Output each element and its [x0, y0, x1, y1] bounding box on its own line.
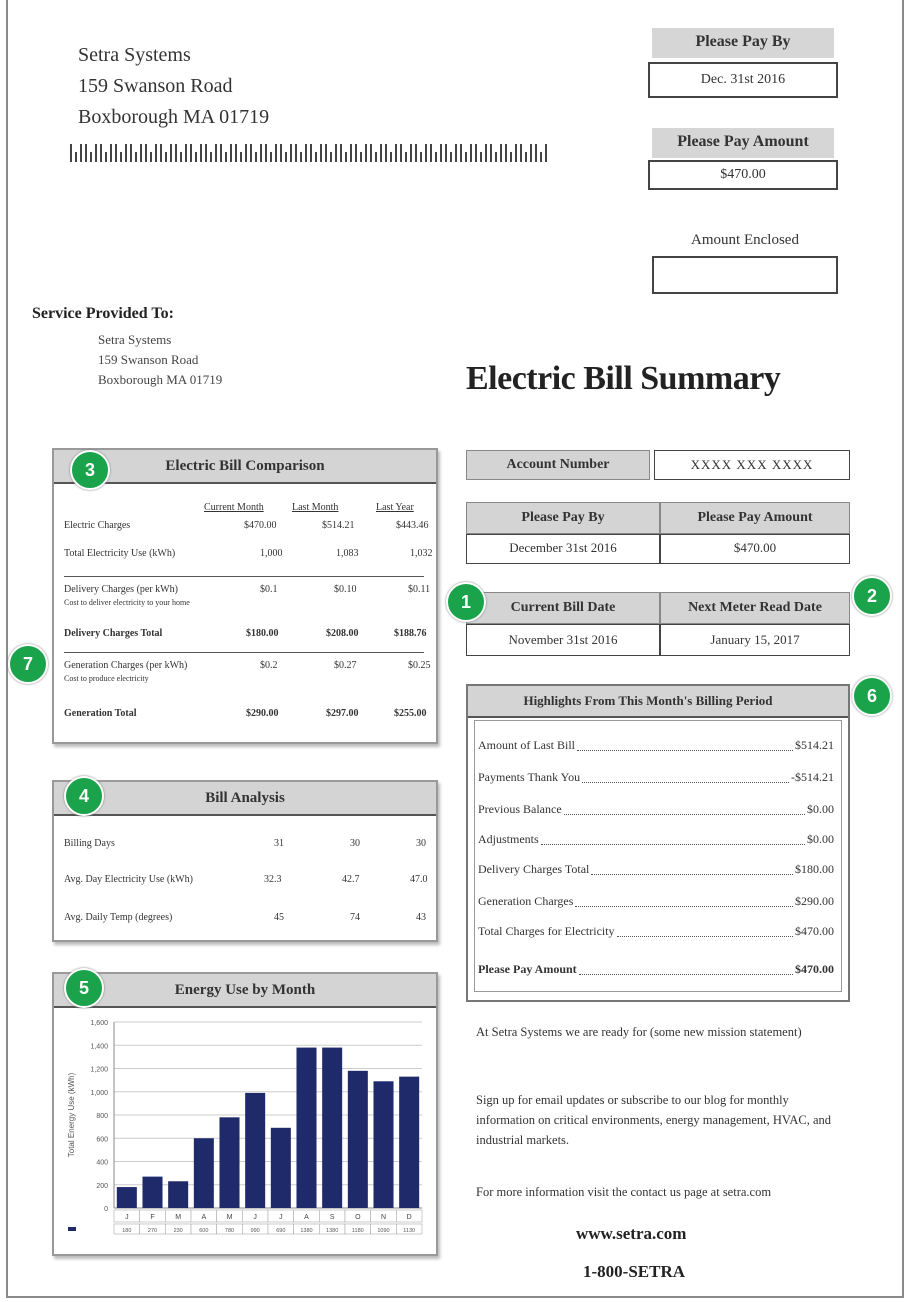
row-value: 32.3 [264, 874, 282, 885]
row-label: Generation Charges (per kWh) [64, 660, 188, 671]
barcode-bar [280, 144, 282, 162]
barcode-bar [430, 144, 432, 162]
highlight-row [478, 738, 834, 756]
pay-by-label: Please Pay By [652, 28, 834, 58]
bar [142, 1177, 162, 1208]
highlight-label: Payments Thank You [478, 770, 581, 784]
barcode-bar [95, 144, 97, 162]
pay-amount-label: Please Pay Amount [652, 128, 834, 158]
barcode-bar [275, 144, 277, 162]
bar [245, 1093, 265, 1208]
x-tick-label: D [406, 1214, 412, 1221]
barcode-bar [390, 152, 392, 162]
y-tick-label: 1,000 [90, 1089, 108, 1097]
column-header: Last Year [376, 502, 414, 513]
barcode-bar [320, 144, 322, 162]
row-value: 31 [274, 838, 284, 849]
row-value: $255.00 [394, 708, 427, 719]
row-value: $470.00 [244, 520, 277, 531]
barcode-bar [360, 152, 362, 162]
data-label: 180 [122, 1228, 132, 1234]
message-contact: For more information visit the contact us page at setra.com [476, 1185, 772, 1199]
barcode-bar [215, 144, 217, 162]
sender-street: 159 Swanson Road [78, 75, 233, 97]
barcode-bar [375, 152, 377, 162]
divider [64, 652, 424, 653]
callout-badge-3: 3 [70, 450, 110, 490]
row-value: 45 [274, 912, 284, 923]
bar [219, 1117, 239, 1208]
barcode-bar [205, 144, 207, 162]
highlight-label: Previous Balance [478, 802, 562, 816]
data-label: 690 [276, 1228, 286, 1234]
barcode-bar [545, 144, 547, 162]
barcode-bar [195, 152, 197, 162]
highlight-row [478, 832, 834, 850]
row-value: $514.21 [322, 520, 355, 531]
highlights-inner [474, 720, 842, 992]
website-link[interactable]: www.setra.com [576, 1224, 687, 1243]
x-tick-label: M [226, 1214, 233, 1221]
y-tick-label: 0 [104, 1206, 108, 1213]
barcode-bar [500, 144, 502, 162]
x-tick-label: F [150, 1214, 155, 1221]
row-label: Delivery Charges Total [64, 628, 163, 639]
highlight-label: Total Charges for Electricity [478, 924, 615, 938]
highlight-label: Please Pay Amount [478, 962, 577, 976]
barcode-bar [160, 144, 162, 162]
row-label: Generation Total [64, 708, 137, 719]
sender-address [78, 40, 269, 133]
callout-badge-1: 1 [446, 582, 486, 622]
barcode-bar [370, 144, 372, 162]
current-bill-date-value: November 31st 2016 [466, 624, 660, 656]
x-tick-label: S [329, 1214, 335, 1221]
message-mission: At Setra Systems we are ready for (some new mission statement) [476, 1025, 802, 1039]
x-tick-label: A [201, 1214, 207, 1221]
pay-table-amount: $470.00 [660, 534, 850, 564]
row-value: $297.00 [326, 708, 359, 719]
barcode-bar [490, 144, 492, 162]
barcode-bar [410, 144, 412, 162]
pay-table-header-date: Please Pay By [466, 502, 660, 534]
amount-enclosed-field[interactable] [652, 256, 838, 294]
service-line: Boxborough MA 01719 [98, 372, 223, 387]
data-label: 270 [147, 1228, 158, 1234]
barcode-bar [100, 144, 102, 162]
barcode-bar [470, 144, 472, 162]
barcode-bar [290, 144, 292, 162]
bar [322, 1048, 342, 1208]
callout-badge-4: 4 [64, 776, 104, 816]
energy-panel [52, 972, 438, 1256]
highlight-label: Generation Charges [478, 894, 574, 908]
highlight-row [478, 894, 834, 912]
barcode-bar [325, 144, 327, 162]
barcode-bar [520, 144, 522, 162]
sender-city: Boxborough MA 01719 [78, 106, 270, 128]
service-line: 159 Swanson Road [98, 352, 199, 367]
legend-swatch [68, 1227, 76, 1231]
row-value: $208.00 [326, 628, 359, 639]
summary-title: Electric Bill Summary [466, 360, 781, 397]
x-tick-label: J [125, 1214, 129, 1221]
row-value: 1,032 [410, 548, 433, 559]
barcode-bar [270, 152, 272, 162]
barcode-bar [515, 144, 517, 162]
energy-chart [54, 1008, 432, 1252]
row-value: 1,000 [260, 548, 283, 559]
barcode-bar [85, 144, 87, 162]
analysis-panel [52, 780, 438, 942]
barcode-bar [395, 144, 397, 162]
barcode-bar [350, 144, 352, 162]
highlight-value: $180.00 [795, 862, 834, 876]
barcode-bar [70, 144, 72, 162]
y-tick-label: 800 [96, 1113, 108, 1120]
row-value: 1,083 [336, 548, 359, 559]
row-value: $188.76 [394, 628, 427, 639]
highlight-row [478, 924, 834, 942]
postal-barcode [70, 142, 550, 164]
barcode-bar [210, 152, 212, 162]
sender-name: Setra Systems [78, 44, 191, 66]
barcode-bar [345, 152, 347, 162]
callout-badge-2: 2 [852, 576, 892, 616]
barcode-bar [230, 144, 232, 162]
highlight-label: Amount of Last Bill [478, 738, 575, 752]
pay-table-header-amount: Please Pay Amount [660, 502, 850, 534]
barcode-bar [380, 144, 382, 162]
barcode-bar [455, 144, 457, 162]
y-tick-label: 200 [96, 1182, 108, 1190]
barcode-bar [335, 144, 337, 162]
barcode-bar [400, 144, 402, 162]
x-tick-label: M [175, 1214, 182, 1221]
x-tick-label: O [355, 1214, 361, 1221]
barcode-bar [200, 144, 202, 162]
barcode-bar [155, 144, 157, 162]
barcode-bar [365, 144, 367, 162]
barcode-bar [300, 152, 302, 162]
data-label: 1380 [300, 1228, 313, 1234]
current-bill-date-label: Current Bill Date [466, 592, 660, 624]
bar [117, 1187, 137, 1208]
row-value: $0.2 [260, 660, 278, 671]
barcode-bar [530, 144, 532, 162]
amount-enclosed-label: Amount Enclosed [691, 232, 799, 248]
highlights-panel [466, 684, 850, 1002]
data-label: 1130 [403, 1228, 416, 1234]
highlight-row [478, 862, 834, 880]
x-tick-label: J [253, 1214, 257, 1221]
highlight-value: $0.00 [807, 802, 834, 816]
barcode-bar [240, 152, 242, 162]
row-value: $0.11 [408, 584, 431, 595]
row-value: $180.00 [246, 628, 279, 639]
row-value: $443.46 [396, 520, 429, 531]
barcode-bar [185, 144, 187, 162]
row-sublabel: Cost to deliver electricity to your home [64, 598, 190, 607]
barcode-bar [250, 144, 252, 162]
barcode-bar [140, 144, 142, 162]
row-label: Delivery Charges (per kWh) [64, 584, 178, 595]
y-axis-label: Total Energy Use (kWh) [67, 1072, 76, 1158]
divider [64, 576, 424, 577]
analysis-title: Bill Analysis [54, 782, 436, 816]
row-value: $0.1 [260, 584, 278, 595]
barcode-bar [415, 144, 417, 162]
highlight-value: $470.00 [795, 962, 834, 976]
barcode-bar [295, 144, 297, 162]
barcode-bar [310, 144, 312, 162]
account-number-value: XXXX XXX XXXX [654, 450, 850, 480]
pay-table-date: December 31st 2016 [466, 534, 660, 564]
barcode-bar [385, 144, 387, 162]
barcode-bar [340, 144, 342, 162]
y-tick-label: 1,200 [90, 1066, 108, 1074]
barcode-bar [495, 152, 497, 162]
barcode-bar [480, 152, 482, 162]
barcode-bar [90, 152, 92, 162]
highlight-row [478, 770, 834, 788]
barcode-bar [260, 144, 262, 162]
row-value: 74 [350, 912, 360, 923]
data-label: 1380 [326, 1228, 339, 1234]
barcode-bar [540, 152, 542, 162]
row-label: Electric Charges [64, 520, 131, 531]
highlight-row [478, 962, 834, 980]
next-read-date-value: January 15, 2017 [660, 624, 850, 656]
barcode-bar [445, 144, 447, 162]
bar [271, 1128, 291, 1208]
highlight-value: $514.21 [795, 738, 834, 752]
highlight-label: Adjustments [478, 832, 539, 846]
barcode-bar [535, 144, 537, 162]
callout-badge-6: 6 [852, 676, 892, 716]
pay-amount-value: $470.00 [648, 160, 838, 190]
message-signup: Sign up for email updates or subscribe to our blog for monthly information on critical environments, energy management, HVAC, and industrial markets. [476, 1093, 832, 1147]
barcode-bar [330, 152, 332, 162]
row-label: Total Electricity Use (kWh) [64, 548, 176, 559]
row-value: 43 [416, 912, 426, 923]
barcode-bar [265, 144, 267, 162]
barcode-bar [175, 144, 177, 162]
barcode-bar [170, 144, 172, 162]
y-tick-label: 600 [96, 1136, 108, 1144]
barcode-bar [510, 152, 512, 162]
row-value: $0.10 [334, 584, 357, 595]
pay-by-value: Dec. 31st 2016 [648, 62, 838, 98]
data-label: 600 [199, 1228, 209, 1234]
data-label: 1180 [351, 1228, 364, 1234]
barcode-bar [225, 152, 227, 162]
barcode-bar [485, 144, 487, 162]
highlight-label: Delivery Charges Total [478, 862, 590, 876]
barcode-bar [435, 152, 437, 162]
barcode-bar [105, 152, 107, 162]
highlight-value: -$514.21 [791, 770, 834, 784]
barcode-bar [420, 152, 422, 162]
barcode-bar [525, 152, 527, 162]
highlight-value: $0.00 [807, 832, 834, 846]
row-value: 42.7 [342, 874, 360, 885]
x-tick-label: N [380, 1214, 387, 1221]
bar [194, 1138, 214, 1208]
barcode-bar [425, 144, 427, 162]
barcode-bar [220, 144, 222, 162]
column-header: Current Month [204, 502, 264, 513]
barcode-bar [305, 144, 307, 162]
barcode-bar [235, 144, 237, 162]
barcode-bar [150, 152, 152, 162]
row-value: 47.0 [410, 874, 428, 885]
row-label: Avg. Day Electricity Use (kWh) [64, 874, 193, 885]
barcode-bar [80, 144, 82, 162]
barcode-bar [120, 152, 122, 162]
bar [168, 1181, 188, 1208]
barcode-bar [165, 152, 167, 162]
barcode-bar [110, 144, 112, 162]
row-label: Billing Days [64, 838, 115, 849]
barcode-bar [75, 152, 77, 162]
barcode-bar [245, 144, 247, 162]
callout-badge-7: 7 [8, 644, 48, 684]
bar [399, 1077, 419, 1208]
barcode-bar [255, 152, 257, 162]
bar [373, 1081, 393, 1208]
service-address [98, 330, 222, 390]
callout-badge-5: 5 [64, 968, 104, 1008]
x-tick-label: J [279, 1214, 283, 1221]
barcode-bar [125, 144, 127, 162]
barcode-bar [440, 144, 442, 162]
barcode-bar [285, 152, 287, 162]
barcode-bar [180, 152, 182, 162]
column-header: Last Month [292, 502, 339, 513]
barcode-bar [465, 152, 467, 162]
barcode-bar [145, 144, 147, 162]
y-tick-label: 1,400 [90, 1043, 108, 1051]
barcode-bar [405, 152, 407, 162]
barcode-bar [135, 152, 137, 162]
row-value: 30 [416, 838, 426, 849]
barcode-bar [450, 152, 452, 162]
row-sublabel: Cost to produce electricity [64, 674, 149, 683]
barcode-bar [460, 144, 462, 162]
y-tick-label: 1,600 [90, 1020, 108, 1027]
y-tick-label: 400 [96, 1159, 108, 1167]
highlight-value: $290.00 [795, 894, 834, 908]
barcode-bar [475, 144, 477, 162]
barcode-bar [130, 144, 132, 162]
highlight-row [478, 802, 834, 820]
x-tick-label: A [304, 1214, 309, 1221]
barcode-bar [190, 144, 192, 162]
row-value: $290.00 [246, 708, 279, 719]
comparison-title: Electric Bill Comparison [54, 450, 436, 484]
data-label: 230 [173, 1228, 183, 1234]
barcode-bar [315, 152, 317, 162]
row-value: $0.25 [408, 660, 431, 671]
highlight-value: $470.00 [795, 924, 834, 938]
data-label: 990 [250, 1228, 260, 1234]
row-value: 30 [350, 838, 360, 849]
energy-title: Energy Use by Month [54, 974, 436, 1008]
barcode-bar [505, 144, 507, 162]
service-line: Setra Systems [98, 332, 172, 347]
barcode-bar [115, 144, 117, 162]
account-number-label: Account Number [466, 450, 650, 480]
service-title: Service Provided To: [32, 305, 174, 322]
phone-number: 1-800-SETRA [583, 1262, 686, 1281]
next-read-date-label: Next Meter Read Date [660, 592, 850, 624]
bar [348, 1071, 368, 1208]
highlights-title: Highlights From This Month's Billing Period [468, 686, 848, 718]
barcode-bar [355, 144, 357, 162]
data-label: 1090 [377, 1228, 390, 1234]
row-label: Avg. Daily Temp (degrees) [64, 912, 173, 923]
data-label: 780 [224, 1228, 235, 1234]
bar [296, 1048, 316, 1208]
row-value: $0.27 [334, 660, 357, 671]
comparison-panel [52, 448, 438, 744]
